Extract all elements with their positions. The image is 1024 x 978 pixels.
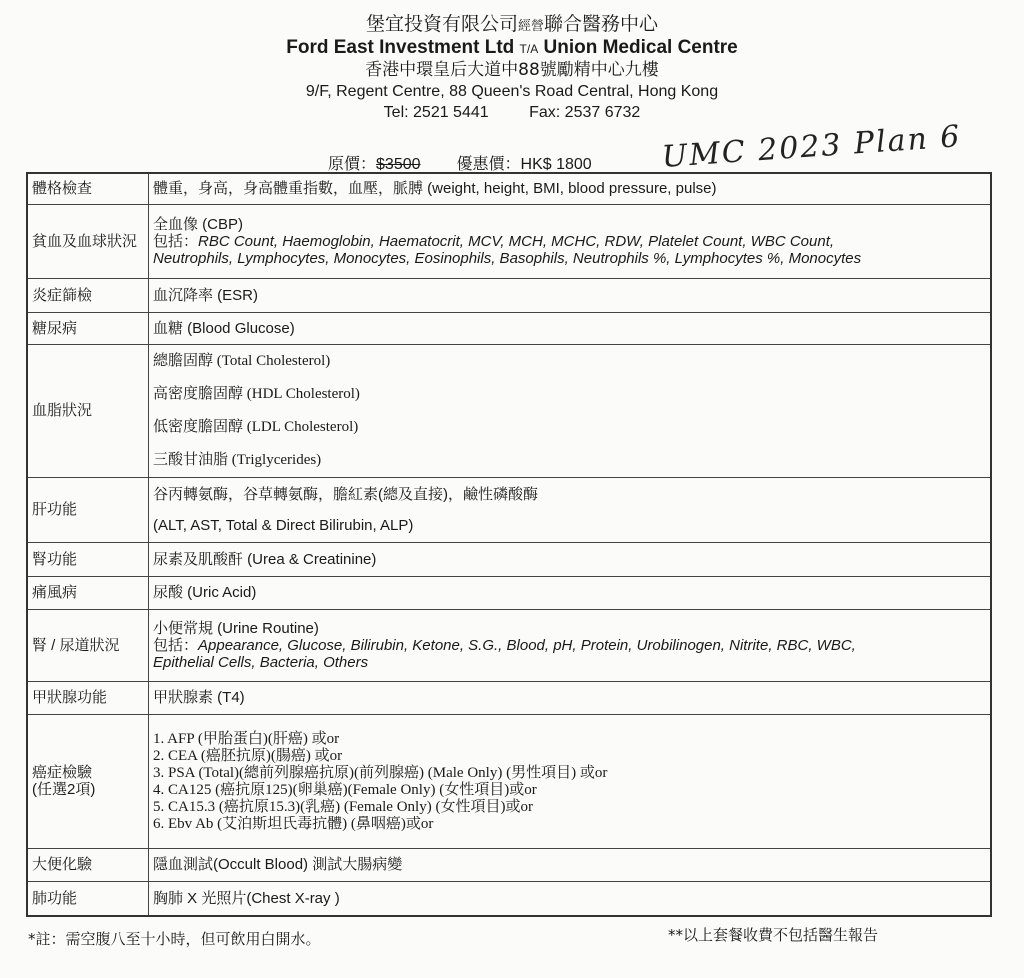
detail-line [153, 620, 986, 637]
category-cell [27, 542, 149, 576]
centre-en: Union Medical Centre [543, 37, 738, 58]
tel: Tel: 2521 5441 [383, 104, 489, 121]
category-label: 腎 / 尿道狀況 [32, 636, 120, 654]
company-en: Ford East Investment Ltd [286, 37, 515, 58]
price-line [328, 151, 592, 174]
detail-cell [149, 542, 992, 576]
detail-text: 2. CEA (癌胚抗原)(腸癌) 或or [153, 748, 343, 764]
table-row [27, 542, 991, 576]
detail-text: 隱血測試(Occult Blood) 測試大腸病變 [153, 856, 403, 873]
contact-line [0, 102, 1024, 123]
table-row [27, 609, 991, 681]
detail-cell [149, 848, 992, 881]
detail-cell [149, 714, 992, 848]
detail-text: 小便常規 (Urine Routine) [153, 619, 319, 637]
detail-text: RBC Count, Haemoglobin, Haematocrit, MCV, MCH, MCHC, RDW, Platelet Count, WBC Count, [198, 232, 835, 250]
detail-cell [149, 204, 992, 278]
detail-line [153, 731, 986, 748]
detail-text: Epithelial Cells, Bacteria, Others [153, 653, 369, 671]
table-row [27, 204, 991, 278]
detail-text: 6. Ebv Ab (艾泊斯坦氏毒抗體) (鼻咽癌)或or [153, 816, 434, 831]
category-label: 大便化驗 [32, 856, 93, 873]
category-cell [27, 312, 149, 344]
detail-cell [149, 278, 992, 312]
detail-line [153, 517, 986, 534]
detail-cell [149, 609, 992, 681]
table-row [27, 173, 991, 204]
detail-text: 尿酸 (Uric Acid) [153, 584, 257, 601]
category-cell [27, 576, 149, 609]
detail-line [153, 584, 986, 601]
category-label: 肺功能 [32, 889, 78, 907]
category-label: 貧血及血球狀況 [32, 232, 138, 250]
category-sublabel: (任選2項) [32, 781, 96, 798]
category-cell [27, 881, 149, 916]
detail-line [153, 250, 986, 267]
original-price: $3500 [376, 156, 421, 173]
fasting-note: *註：需空腹八至十小時，但可飲用白開水。 [28, 930, 321, 948]
detail-text: 全血像 (CBP) [153, 215, 244, 233]
table-row [27, 278, 991, 312]
offer-price: 優惠價：HK$ 1800 [456, 156, 592, 173]
detail-line [153, 782, 986, 799]
company-zh: 堡宜投資有限公司 [365, 13, 518, 35]
detail-text: (ALT, AST, Total & Direct Bilirubin, ALP) [153, 516, 414, 534]
letterhead [0, 14, 1024, 123]
table-row [27, 848, 991, 881]
detail-cell [149, 312, 992, 344]
category-cell [27, 173, 149, 204]
detail-line [153, 287, 986, 304]
company-name-en [0, 37, 1024, 60]
table-row [27, 312, 991, 344]
category-cell [27, 278, 149, 312]
category-label: 肝功能 [32, 501, 78, 518]
detail-line [153, 689, 986, 706]
handwritten-note: UMC 2023 Plan 6 [660, 119, 963, 175]
category-cell [27, 609, 149, 681]
table-row [27, 576, 991, 609]
table-row [27, 681, 991, 714]
detail-text: 體重，身高，身高體重指數，血壓，脈膊 (weight, height, BMI, blood pressure, pulse) [153, 180, 717, 198]
category-cell [27, 477, 149, 542]
detail-line [153, 386, 986, 403]
package-table [26, 172, 992, 917]
detail-line [153, 551, 986, 568]
detail-line [153, 765, 986, 782]
detail-text: 3. PSA (Total)(總前列腺癌抗原)(前列腺癌) (Male Only) (男性項目) 或or [153, 765, 608, 781]
category-cell [27, 848, 149, 881]
detail-text: 1. AFP (甲胎蛋白)(肝癌) 或or [153, 731, 340, 747]
detail-text: 血沉降率 (ESR) [153, 286, 259, 304]
detail-text: 總膽固醇 (Total Cholesterol) [153, 352, 331, 369]
category-cell [27, 681, 149, 714]
detail-text: 尿素及肌酸酐 (Urea & Creatinine) [153, 550, 377, 568]
address-en: 9/F, Regent Centre, 88 Queen's Road Central, Hong Kong [305, 83, 719, 100]
category-label: 糖尿病 [32, 319, 78, 337]
includes-label: 包括： [153, 636, 199, 654]
category-cell [27, 204, 149, 278]
detail-text: 甲狀腺素 (T4) [153, 689, 245, 706]
company-name-zh [0, 14, 1024, 37]
detail-line [153, 799, 986, 816]
detail-line [153, 216, 986, 233]
detail-cell [149, 681, 992, 714]
detail-text: 谷丙轉氨酶，谷草轉氨酶，膽紅素(總及直接)，鹼性磷酸酶 [153, 485, 538, 503]
table-row [27, 714, 991, 848]
detail-line [153, 419, 986, 436]
detail-line [153, 233, 986, 250]
operator-zh: 經營 [517, 19, 544, 34]
category-label: 腎功能 [32, 550, 78, 568]
category-label: 體格檢查 [32, 180, 93, 198]
detail-cell [149, 576, 992, 609]
fax: Fax: 2537 6732 [529, 104, 641, 121]
category-label: 甲狀腺功能 [32, 689, 108, 706]
detail-text: 4. CA125 (癌抗原125)(卵巢癌)(Female Only) (女性項目)或or [153, 782, 537, 798]
category-label: 痛風病 [32, 584, 78, 601]
centre-zh: 聯合醫務中心 [544, 13, 659, 35]
detail-line [153, 637, 986, 654]
detail-line [153, 180, 986, 197]
detail-line [153, 320, 986, 337]
detail-line [153, 654, 986, 671]
detail-text: 高密度膽固醇 (HDL Cholesterol) [153, 385, 360, 402]
category-label: 血脂狀況 [32, 402, 93, 419]
category-cell [27, 344, 149, 477]
detail-cell [149, 173, 992, 204]
detail-line [153, 856, 986, 873]
detail-line [153, 816, 986, 831]
detail-line [153, 452, 986, 469]
table-row [27, 477, 991, 542]
trading-as: T/A [519, 42, 539, 56]
detail-text: 胸肺 X 光照片(Chest X-ray ) [153, 889, 340, 907]
detail-text: 低密度膽固醇 (LDL Cholesterol) [153, 418, 359, 435]
table-row [27, 881, 991, 916]
detail-text: Appearance, Glucose, Bilirubin, Ketone, S.G., Blood, pH, Protein, Urobilinogen, Nitrite, RBC, WBC, [198, 636, 856, 654]
detail-cell [149, 881, 992, 916]
detail-line [153, 353, 986, 370]
detail-line [153, 748, 986, 765]
detail-line [153, 486, 986, 503]
detail-text: 5. CA15.3 (癌抗原15.3)(乳癌) (Female Only) (女性項目)或or [153, 799, 533, 815]
category-label: 癌症檢驗 [32, 764, 93, 781]
detail-line [153, 890, 986, 907]
address-zh: 香港中環皇后大道中88號勵精中心九樓 [365, 60, 659, 80]
includes-label: 包括： [153, 232, 199, 250]
detail-text: 血糖 (Blood Glucose) [153, 319, 295, 337]
detail-cell [149, 344, 992, 477]
table-row [27, 344, 991, 477]
detail-text: Neutrophils, Lymphocytes, Monocytes, Eosinophils, Basophils, Neutrophils %, Lymphocytes %, Monocytes [153, 249, 862, 267]
report-disclaimer: **以上套餐收費不包括醫生報告 [668, 926, 879, 944]
category-label: 炎症篩檢 [32, 286, 93, 304]
category-cell [27, 714, 149, 848]
detail-text: 三酸甘油脂 (Triglycerides) [153, 451, 322, 468]
detail-cell [149, 477, 992, 542]
original-price-label: 原價： [328, 156, 377, 173]
